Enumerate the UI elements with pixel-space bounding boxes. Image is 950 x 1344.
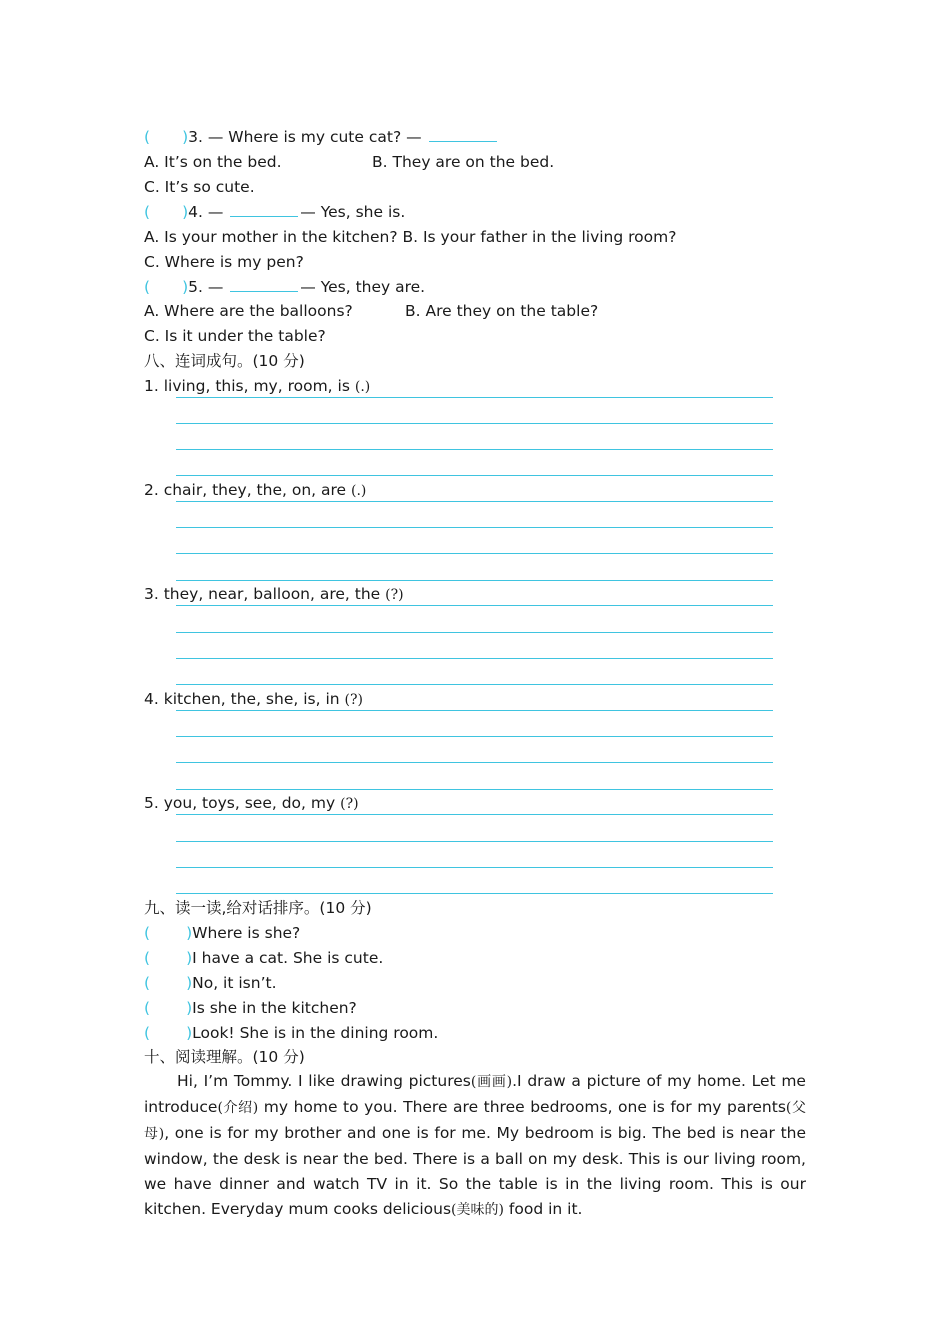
answer-bracket[interactable]: ( )	[144, 203, 189, 221]
sentence-item-3: 3. they, near, balloon, are, the (?)	[144, 585, 404, 603]
dialogue-line: ( )I have a cat. She is cute.	[144, 949, 384, 967]
writing-line[interactable]	[176, 475, 773, 476]
writing-line[interactable]	[176, 527, 773, 528]
question-4: ( )4. — — Yes, she is.	[144, 203, 406, 221]
sentence-item-5: 5. you, toys, see, do, my (?)	[144, 794, 359, 812]
writing-line[interactable]	[176, 605, 773, 606]
writing-line[interactable]	[176, 736, 773, 737]
q3-option-a: A. It’s on the bed.	[144, 153, 282, 171]
writing-line[interactable]	[176, 814, 773, 815]
answer-bracket[interactable]: ( )	[144, 128, 189, 146]
q4-option-c: C. Where is my pen?	[144, 253, 304, 271]
question-5: ( )5. — — Yes, they are.	[144, 278, 426, 296]
dialogue-line: ( )Is she in the kitchen?	[144, 999, 357, 1017]
answer-bracket[interactable]: ( )	[144, 278, 189, 296]
section-8-title: 八、连词成句。(10 分)	[144, 352, 305, 370]
sentence-item-4: 4. kitchen, the, she, is, in (?)	[144, 690, 363, 708]
writing-line[interactable]	[176, 867, 773, 868]
order-bracket[interactable]: ( )	[144, 949, 193, 967]
order-bracket[interactable]: ( )	[144, 1024, 193, 1042]
section-10-title: 十、阅读理解。(10 分)	[144, 1048, 305, 1066]
writing-line[interactable]	[176, 580, 773, 581]
order-bracket[interactable]: ( )	[144, 999, 193, 1017]
writing-line[interactable]	[176, 397, 773, 398]
question-3: ( )3. — Where is my cute cat? —	[144, 127, 499, 147]
order-bracket[interactable]: ( )	[144, 974, 193, 992]
q5-option-c: C. Is it under the table?	[144, 327, 326, 345]
q5-option-b: B. Are they on the table?	[405, 302, 599, 320]
writing-line[interactable]	[176, 658, 773, 659]
q3-option-b: B. They are on the bed.	[372, 153, 555, 171]
sentence-item-1: 1. living, this, my, room, is (.)	[144, 377, 371, 395]
writing-line[interactable]	[176, 449, 773, 450]
reading-passage: Hi, I’m Tommy. I like drawing pictures(画画).I draw a picture of my home. Let me introduce(介绍) my home to you. There are three bedrooms, one is for my parents(父母), one is for my brother and one is for me. My bedroom is big. The bed is near the window, the desk is near the bed. There is a ball on my desk. This is our living room, we have dinner and watch TV in it. So the table is in the living room. This is our kitchen. Everyday mum cooks delicious(美味的) food in it.	[144, 1072, 807, 1218]
answer-blank[interactable]	[230, 202, 298, 217]
q3-option-c: C. It’s so cute.	[144, 178, 255, 196]
writing-line[interactable]	[176, 553, 773, 554]
writing-line[interactable]	[176, 762, 773, 763]
order-bracket[interactable]: ( )	[144, 924, 193, 942]
writing-line[interactable]	[176, 632, 773, 633]
dialogue-line: ( )No, it isn’t.	[144, 974, 277, 992]
q5-option-a: A. Where are the balloons?	[144, 302, 353, 320]
writing-line[interactable]	[176, 841, 773, 842]
writing-line[interactable]	[176, 501, 773, 502]
answer-blank[interactable]	[429, 127, 497, 142]
writing-line[interactable]	[176, 789, 773, 790]
writing-line[interactable]	[176, 710, 773, 711]
writing-line[interactable]	[176, 684, 773, 685]
section-9-title: 九、读一读,给对话排序。(10 分)	[144, 899, 372, 917]
dialogue-line: ( )Look! She is in the dining room.	[144, 1024, 439, 1042]
answer-blank[interactable]	[230, 277, 298, 292]
writing-line[interactable]	[176, 423, 773, 424]
writing-line[interactable]	[176, 893, 773, 894]
sentence-item-2: 2. chair, they, the, on, are (.)	[144, 481, 367, 499]
q4-options-ab: A. Is your mother in the kitchen? B. Is your father in the living room?	[144, 228, 677, 246]
dialogue-line: ( )Where is she?	[144, 924, 301, 942]
